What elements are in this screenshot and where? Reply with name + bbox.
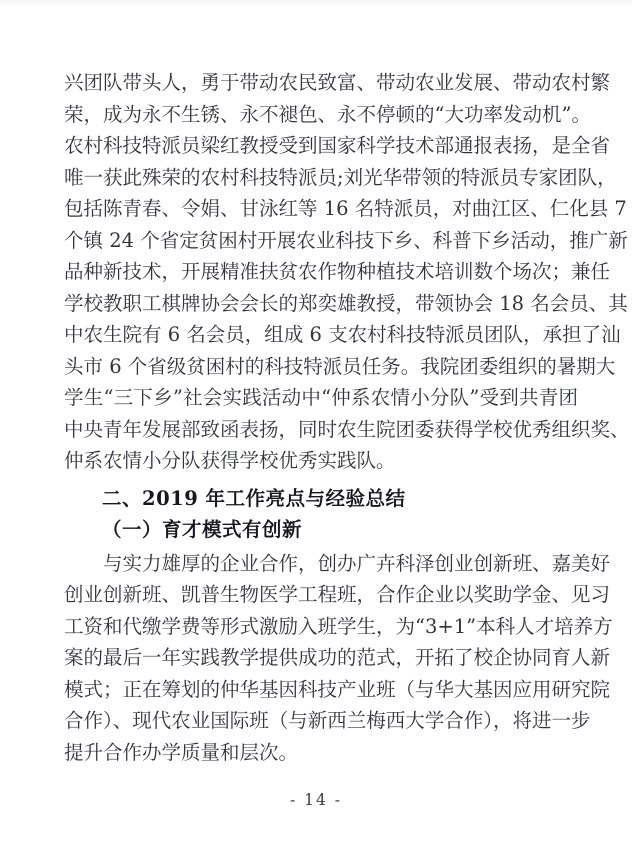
text-line: 中央青年发展部致函表扬，同时农生院团委获得学校优秀组织奖、 <box>64 417 630 441</box>
text-line: 唯一获此殊荣的农村科技特派员;刘光华带领的特派员专家团队， <box>64 165 617 189</box>
text-line: 与实力雄厚的企业合作，创办广卉科泽创业创新班、嘉美好 <box>103 551 611 575</box>
paragraph-body <box>64 548 613 769</box>
document-text-block <box>64 67 630 768</box>
text-line: 荣，成为永不生锈、永不褪色、永不停顿的“大功率发动机”。 <box>64 102 591 126</box>
text-line: 包括陈青春、令娟、甘泳红等 16 名特派员，对曲江区、仁化县 7 <box>64 197 627 220</box>
text-line: 案的最后一年实践教学提供成功的范式，开拓了校企协同育人新 <box>64 646 611 669</box>
text-line: 模式；正在筹划的仲华基因科技产业班（与华大基因应用研究院 <box>64 677 611 701</box>
text-line: 中农生院有 6 名会员，组成 6 支农村科技特派员团队，承担了汕 <box>64 323 621 346</box>
text-line: 创业创新班、凯普生物医学工程班，合作企业以奖助学金、见习 <box>64 583 611 606</box>
text-line: 工资和代缴学费等形式激励入班学生，为“3+1”本科人才培养方 <box>64 614 613 638</box>
text-line: 学校教职工棋牌协会会长的郑奕雄教授，带领协会 18 名会员、其 <box>64 291 628 315</box>
paragraph-continued <box>64 67 630 477</box>
text-line: 仲系农情小分队获得学校优秀实践队。 <box>64 449 396 472</box>
text-line: 农村科技特派员梁红教授受到国家科学技术部通报表扬，是全省 <box>64 134 611 157</box>
text-line: 合作）、现代农业国际班（与新西兰梅西大学合作），将进一步 <box>64 709 591 732</box>
text-line: 兴团队带头人，勇于带动农民致富、带动农业发展、带动农村繁 <box>64 71 611 94</box>
text-line: 品种新技术，开展精准扶贫农作物种植技术培训数个场次；兼任 <box>64 260 611 283</box>
text-line: 个镇 24 个省定贫困村开展农业科技下乡、科普下乡活动，推广新 <box>64 228 628 252</box>
section-heading: 二、2019 年工作亮点与经验总结 <box>102 486 406 510</box>
page-number: - 14 - <box>289 791 343 809</box>
text-line: 头市 6 个省级贫困村的科技特派员任务。我院团委组织的暑期大 <box>64 354 616 378</box>
page-top-edge <box>0 0 632 6</box>
text-line: 提升合作办学质量和层次。 <box>64 740 299 764</box>
sub-section-heading: （一）育才模式有创新 <box>102 518 303 541</box>
text-line: 学生“三下乡”社会实践活动中“仲系农情小分队”受到共青团 <box>64 386 578 409</box>
